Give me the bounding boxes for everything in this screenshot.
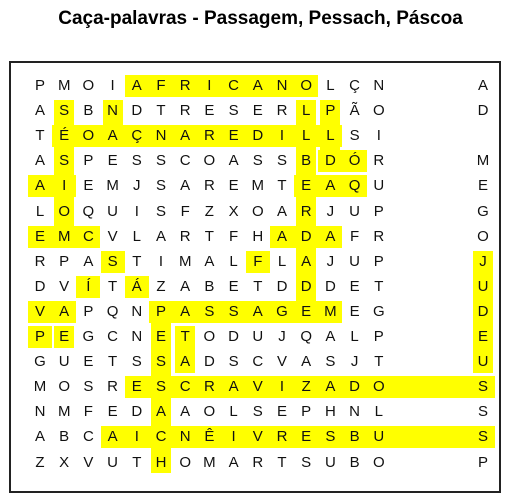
grid-letter[interactable]: A: [155, 403, 166, 421]
grid-letter[interactable]: A: [301, 353, 312, 371]
grid-letter[interactable]: B: [59, 428, 70, 446]
grid-letter[interactable]: U: [477, 353, 489, 371]
grid-letter[interactable]: T: [374, 277, 384, 295]
grid-letter[interactable]: V: [59, 277, 70, 295]
grid-letter[interactable]: R: [203, 127, 215, 145]
grid-letter[interactable]: D: [131, 403, 143, 421]
grid-letter[interactable]: E: [83, 177, 94, 195]
grid-letter[interactable]: J: [278, 328, 286, 345]
grid-letter[interactable]: S: [325, 353, 336, 371]
grid-letter[interactable]: E: [228, 277, 239, 295]
grid-letter[interactable]: P: [155, 302, 166, 320]
grid-letter[interactable]: A: [276, 202, 287, 220]
grid-letter[interactable]: D: [324, 277, 336, 295]
grid-letter[interactable]: U: [107, 453, 119, 471]
grid-letter[interactable]: E: [301, 302, 312, 320]
grid-letter[interactable]: S: [131, 353, 142, 371]
grid-letter[interactable]: L: [35, 202, 45, 220]
grid-letter[interactable]: Q: [348, 177, 361, 195]
grid-letter[interactable]: N: [34, 403, 46, 421]
grid-letter[interactable]: C: [82, 227, 94, 245]
grid-letter[interactable]: T: [108, 353, 118, 371]
grid-letter[interactable]: R: [34, 252, 46, 270]
grid-letter[interactable]: P: [325, 102, 336, 120]
grid-letter[interactable]: R: [107, 378, 119, 396]
grid-letter[interactable]: R: [179, 102, 191, 120]
grid-letter[interactable]: E: [131, 378, 142, 396]
grid-letter[interactable]: T: [35, 127, 45, 145]
grid-letter[interactable]: U: [252, 328, 264, 345]
grid-letter[interactable]: A: [228, 152, 239, 170]
grid-letter[interactable]: N: [131, 328, 143, 345]
grid-letter[interactable]: N: [276, 77, 288, 94]
grid-letter[interactable]: S: [155, 378, 166, 396]
grid-letter[interactable]: Ê: [204, 428, 215, 446]
grid-letter[interactable]: B: [349, 453, 360, 471]
grid-letter[interactable]: F: [350, 227, 360, 245]
grid-letter[interactable]: R: [179, 77, 191, 94]
grid-letter[interactable]: B: [204, 277, 215, 295]
grid-letter[interactable]: A: [34, 428, 45, 446]
grid-letter[interactable]: Z: [204, 202, 214, 220]
grid-letter[interactable]: J: [326, 202, 335, 220]
grid-letter[interactable]: M: [476, 152, 490, 170]
grid-letter[interactable]: G: [372, 302, 385, 320]
grid-letter[interactable]: U: [324, 453, 336, 471]
grid-letter[interactable]: C: [155, 428, 167, 446]
grid-letter[interactable]: O: [203, 152, 216, 170]
grid-letter[interactable]: E: [301, 177, 312, 195]
grid-letter[interactable]: U: [373, 428, 385, 446]
grid-letter[interactable]: D: [300, 277, 312, 295]
grid-letter[interactable]: J: [479, 252, 487, 270]
grid-letter[interactable]: C: [82, 428, 94, 446]
grid-letter[interactable]: R: [276, 102, 288, 120]
grid-letter[interactable]: A: [83, 252, 94, 270]
grid-letter[interactable]: S: [83, 378, 94, 396]
grid-letter[interactable]: Ç: [349, 77, 361, 94]
grid-letter[interactable]: O: [203, 328, 216, 345]
grid-letter[interactable]: S: [349, 127, 360, 145]
grid-letter[interactable]: E: [276, 403, 287, 421]
grid-letter[interactable]: I: [207, 77, 212, 94]
grid-letter[interactable]: I: [110, 77, 115, 94]
grid-letter[interactable]: L: [374, 403, 383, 421]
grid-letter[interactable]: P: [373, 328, 384, 345]
grid-letter[interactable]: M: [57, 403, 71, 421]
grid-letter[interactable]: N: [107, 102, 119, 120]
grid-letter[interactable]: P: [83, 302, 94, 320]
grid-letter[interactable]: U: [107, 202, 119, 220]
grid-letter[interactable]: A: [107, 127, 118, 145]
grid-letter[interactable]: B: [301, 152, 312, 170]
grid-letter[interactable]: S: [301, 453, 312, 471]
grid-letter[interactable]: P: [301, 403, 312, 421]
grid-letter[interactable]: T: [108, 277, 118, 295]
grid-letter[interactable]: M: [324, 302, 337, 320]
grid-letter[interactable]: T: [180, 328, 190, 345]
grid-letter[interactable]: N: [155, 127, 167, 145]
grid-letter[interactable]: S: [477, 403, 488, 421]
grid-letter[interactable]: E: [228, 127, 239, 145]
grid-letter[interactable]: J: [133, 177, 141, 195]
grid-letter[interactable]: I: [158, 252, 164, 270]
grid-letter[interactable]: N: [349, 403, 361, 421]
grid-letter[interactable]: I: [279, 378, 285, 396]
grid-letter[interactable]: É: [59, 127, 70, 145]
grid-letter[interactable]: S: [252, 403, 263, 421]
grid-letter[interactable]: L: [302, 127, 311, 145]
grid-letter[interactable]: D: [228, 328, 240, 345]
grid-letter[interactable]: D: [252, 127, 264, 145]
grid-letter[interactable]: O: [58, 202, 71, 220]
grid-letter[interactable]: E: [155, 328, 166, 345]
grid-letter[interactable]: N: [179, 428, 191, 446]
grid-letter[interactable]: A: [325, 227, 336, 245]
grid-letter[interactable]: P: [34, 328, 45, 345]
grid-letter[interactable]: G: [82, 328, 95, 345]
grid-letter[interactable]: A: [276, 227, 287, 245]
grid-letter[interactable]: T: [253, 277, 263, 295]
grid-letter[interactable]: M: [57, 77, 71, 94]
grid-letter[interactable]: D: [324, 152, 336, 170]
grid-letter[interactable]: X: [59, 453, 70, 471]
grid-letter[interactable]: U: [373, 177, 385, 195]
grid-letter[interactable]: O: [82, 127, 95, 145]
grid-letter[interactable]: A: [180, 403, 191, 421]
grid-letter[interactable]: I: [279, 127, 285, 145]
grid-letter[interactable]: H: [155, 453, 167, 471]
grid-letter[interactable]: A: [228, 378, 239, 396]
grid-letter[interactable]: A: [301, 252, 312, 270]
grid-letter[interactable]: M: [33, 378, 47, 396]
grid-letter[interactable]: Q: [106, 302, 119, 320]
grid-letter[interactable]: L: [302, 102, 311, 120]
grid-letter[interactable]: E: [107, 403, 118, 421]
grid-letter[interactable]: E: [477, 177, 488, 195]
grid-letter[interactable]: Í: [86, 277, 91, 295]
grid-letter[interactable]: V: [252, 378, 263, 396]
grid-letter[interactable]: E: [204, 102, 215, 120]
grid-letter[interactable]: E: [83, 353, 94, 371]
grid-letter[interactable]: P: [34, 77, 45, 94]
grid-letter[interactable]: I: [134, 428, 139, 446]
grid-letter[interactable]: O: [477, 227, 489, 245]
grid-letter[interactable]: T: [132, 453, 142, 471]
grid-letter[interactable]: S: [155, 152, 166, 170]
grid-letter[interactable]: S: [228, 353, 239, 371]
grid-letter[interactable]: S: [204, 302, 215, 320]
grid-letter[interactable]: R: [276, 428, 288, 446]
grid-letter[interactable]: D: [203, 353, 215, 371]
grid-letter[interactable]: A: [59, 302, 70, 320]
grid-letter[interactable]: U: [477, 277, 489, 295]
grid-letter[interactable]: A: [325, 328, 336, 345]
grid-letter[interactable]: S: [59, 102, 70, 120]
grid-letter[interactable]: Z: [301, 378, 311, 396]
grid-letter[interactable]: A: [180, 177, 191, 195]
grid-letter[interactable]: T: [156, 102, 166, 120]
grid-letter[interactable]: S: [477, 428, 488, 446]
grid-letter[interactable]: G: [477, 202, 489, 220]
grid-letter[interactable]: T: [277, 177, 287, 195]
grid-letter[interactable]: M: [203, 453, 216, 471]
grid-letter[interactable]: D: [300, 227, 312, 245]
grid-letter[interactable]: T: [374, 353, 384, 371]
grid-letter[interactable]: S: [477, 378, 488, 396]
grid-letter[interactable]: E: [477, 328, 488, 345]
grid-letter[interactable]: I: [231, 428, 236, 446]
grid-letter[interactable]: S: [155, 353, 166, 371]
grid-letter[interactable]: E: [228, 177, 239, 195]
grid-letter[interactable]: S: [228, 302, 239, 320]
grid-letter[interactable]: Q: [82, 202, 95, 220]
grid-letter[interactable]: C: [252, 353, 264, 371]
grid-letter[interactable]: D: [276, 277, 288, 295]
grid-letter[interactable]: C: [179, 152, 191, 170]
grid-letter[interactable]: T: [204, 227, 214, 245]
grid-letter[interactable]: S: [107, 252, 118, 270]
grid-letter[interactable]: Á: [131, 277, 142, 295]
grid-letter[interactable]: A: [180, 353, 191, 371]
grid-letter[interactable]: O: [372, 102, 385, 120]
grid-letter[interactable]: E: [59, 328, 70, 345]
grid-letter[interactable]: Z: [35, 453, 45, 471]
grid-letter[interactable]: D: [34, 277, 46, 295]
grid-letter[interactable]: A: [252, 302, 263, 320]
grid-letter[interactable]: A: [252, 77, 263, 94]
grid-letter[interactable]: S: [276, 152, 287, 170]
grid-letter[interactable]: S: [155, 202, 166, 220]
grid-letter[interactable]: P: [59, 252, 70, 270]
grid-letter[interactable]: L: [326, 127, 335, 145]
grid-letter[interactable]: H: [252, 227, 264, 245]
grid-letter[interactable]: V: [107, 227, 118, 245]
grid-letter[interactable]: R: [203, 177, 215, 195]
grid-letter[interactable]: O: [372, 378, 385, 396]
grid-letter[interactable]: G: [276, 302, 288, 320]
grid-letter[interactable]: V: [276, 353, 287, 371]
grid-letter[interactable]: A: [325, 378, 336, 396]
grid-letter[interactable]: C: [228, 77, 240, 94]
grid-letter[interactable]: L: [350, 328, 359, 345]
grid-letter[interactable]: P: [373, 202, 384, 220]
grid-letter[interactable]: A: [34, 102, 45, 120]
grid-letter[interactable]: I: [62, 177, 67, 195]
grid-letter[interactable]: O: [82, 77, 95, 94]
grid-letter[interactable]: L: [229, 252, 238, 270]
grid-letter[interactable]: B: [83, 102, 94, 120]
grid-letter[interactable]: D: [477, 302, 489, 320]
grid-letter[interactable]: P: [83, 152, 94, 170]
grid-letter[interactable]: R: [252, 453, 264, 471]
grid-letter[interactable]: A: [180, 127, 191, 145]
grid-letter[interactable]: U: [349, 202, 361, 220]
grid-letter[interactable]: H: [324, 403, 336, 421]
grid-letter[interactable]: C: [107, 328, 119, 345]
grid-letter[interactable]: P: [373, 252, 384, 270]
grid-letter[interactable]: U: [349, 252, 361, 270]
grid-letter[interactable]: R: [203, 378, 215, 396]
grid-letter[interactable]: E: [301, 428, 312, 446]
grid-letter[interactable]: D: [349, 378, 361, 396]
grid-letter[interactable]: Ó: [348, 152, 361, 170]
grid-letter[interactable]: L: [132, 227, 141, 245]
grid-letter[interactable]: M: [251, 177, 265, 195]
grid-letter[interactable]: S: [325, 428, 336, 446]
grid-letter[interactable]: O: [251, 202, 264, 220]
grid-letter[interactable]: S: [228, 102, 239, 120]
grid-letter[interactable]: O: [372, 453, 385, 471]
grid-letter[interactable]: A: [325, 177, 336, 195]
grid-letter[interactable]: P: [477, 453, 488, 471]
grid-letter[interactable]: I: [134, 202, 139, 220]
grid-letter[interactable]: A: [204, 252, 215, 270]
grid-letter[interactable]: A: [34, 177, 45, 195]
grid-letter[interactable]: J: [350, 353, 359, 371]
grid-letter[interactable]: F: [180, 202, 190, 220]
grid-letter[interactable]: U: [58, 353, 70, 371]
grid-letter[interactable]: Q: [300, 328, 313, 345]
grid-letter[interactable]: E: [349, 302, 360, 320]
grid-letter[interactable]: A: [131, 77, 142, 94]
grid-letter[interactable]: Ç: [131, 127, 143, 145]
grid-letter[interactable]: L: [229, 403, 238, 421]
grid-letter[interactable]: L: [326, 77, 335, 94]
grid-letter[interactable]: D: [477, 102, 489, 120]
grid-letter[interactable]: A: [155, 227, 166, 245]
grid-letter[interactable]: Z: [156, 277, 166, 295]
grid-letter[interactable]: R: [179, 227, 191, 245]
grid-letter[interactable]: E: [349, 277, 360, 295]
grid-letter[interactable]: G: [34, 353, 46, 371]
grid-letter[interactable]: D: [131, 102, 143, 120]
grid-letter[interactable]: R: [300, 202, 312, 220]
grid-letter[interactable]: A: [180, 302, 191, 320]
grid-letter[interactable]: R: [373, 227, 385, 245]
grid-letter[interactable]: S: [131, 152, 142, 170]
grid-letter[interactable]: S: [59, 152, 70, 170]
grid-letter[interactable]: F: [83, 403, 93, 421]
grid-letter[interactable]: V: [34, 302, 45, 320]
grid-letter[interactable]: M: [106, 177, 119, 195]
grid-letter[interactable]: F: [156, 77, 166, 94]
grid-letter[interactable]: N: [131, 302, 143, 320]
grid-letter[interactable]: R: [373, 152, 385, 170]
grid-letter[interactable]: A: [34, 152, 45, 170]
grid-letter[interactable]: S: [252, 152, 263, 170]
grid-letter[interactable]: F: [253, 252, 263, 270]
puzzle-title: Caça-palavras - Passagem, Pessach, Páscoa: [58, 8, 463, 29]
grid-letter[interactable]: T: [132, 252, 142, 270]
grid-letter[interactable]: I: [376, 127, 381, 145]
grid-letter[interactable]: A: [180, 277, 191, 295]
grid-letter[interactable]: O: [58, 378, 71, 396]
grid-letter[interactable]: M: [178, 252, 192, 270]
grid-letter[interactable]: O: [300, 77, 313, 94]
grid-letter[interactable]: Ã: [349, 102, 360, 120]
grid-letter[interactable]: F: [229, 227, 239, 245]
grid-letter[interactable]: S: [155, 177, 166, 195]
grid-letter[interactable]: T: [277, 453, 287, 471]
grid-letter[interactable]: A: [107, 428, 118, 446]
grid-letter[interactable]: E: [34, 227, 45, 245]
grid-letter[interactable]: C: [179, 378, 191, 396]
grid-letter[interactable]: V: [252, 428, 263, 446]
grid-letter[interactable]: O: [179, 453, 192, 471]
grid-letter[interactable]: M: [57, 227, 71, 245]
grid-letter[interactable]: O: [203, 403, 216, 421]
grid-letter[interactable]: A: [477, 77, 488, 94]
grid-letter[interactable]: N: [373, 77, 385, 94]
grid-letter[interactable]: E: [107, 152, 118, 170]
grid-letter[interactable]: V: [83, 453, 94, 471]
grid-letter[interactable]: J: [326, 252, 335, 270]
grid-letter[interactable]: A: [228, 453, 239, 471]
grid-letter[interactable]: L: [277, 252, 287, 270]
grid-letter[interactable]: E: [252, 102, 263, 120]
grid-letter[interactable]: B: [349, 428, 360, 446]
grid-letter[interactable]: X: [228, 202, 239, 220]
